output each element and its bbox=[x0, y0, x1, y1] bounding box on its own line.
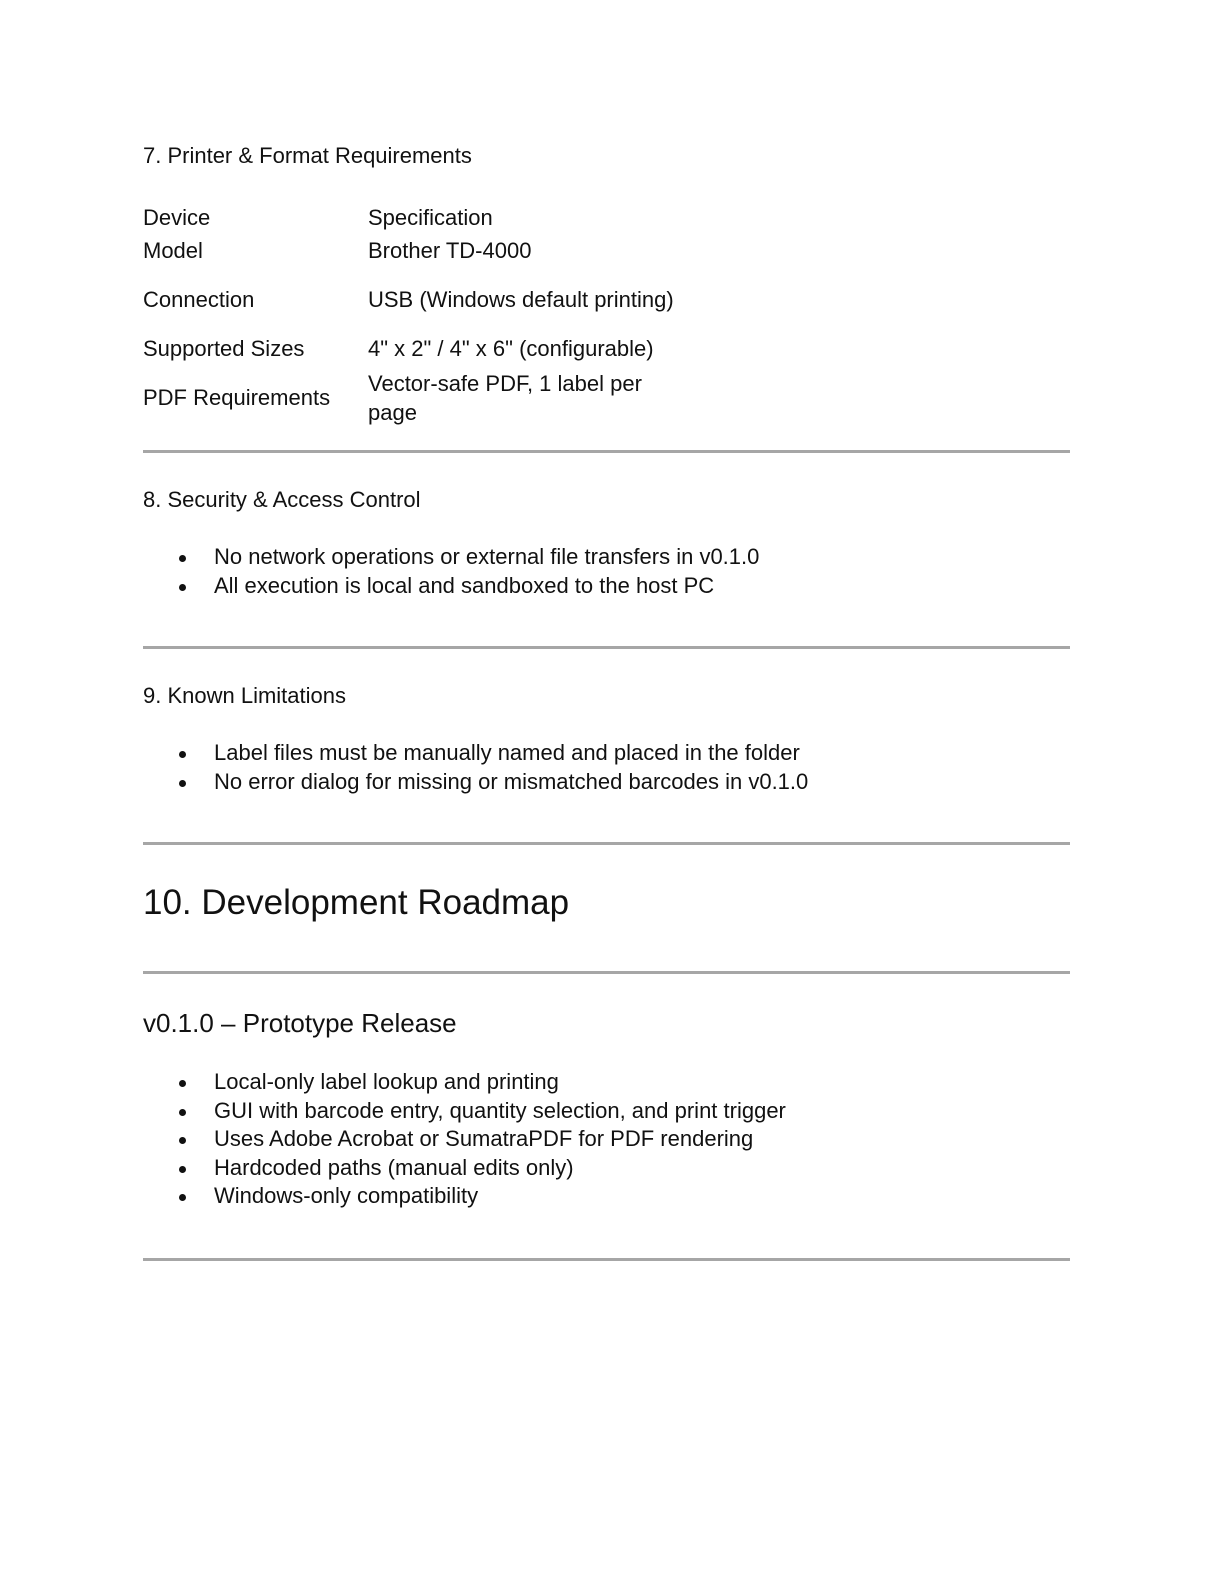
table-header-row bbox=[143, 201, 688, 234]
table-cell: PDF Requirements bbox=[143, 385, 331, 410]
printer-spec-table bbox=[143, 201, 688, 430]
list-item: No error dialog for missing or mismatched barcodes in v0.1.0 bbox=[143, 767, 808, 796]
horizontal-divider bbox=[143, 646, 1070, 649]
list-item: Local-only label lookup and printing bbox=[143, 1068, 786, 1097]
limitations-list bbox=[143, 738, 808, 796]
horizontal-divider bbox=[143, 842, 1070, 845]
horizontal-divider bbox=[143, 1258, 1070, 1261]
list-item: Label files must be manually named and placed in the folder bbox=[143, 738, 808, 767]
table-header-device: Device bbox=[143, 205, 211, 230]
table-row bbox=[143, 365, 688, 430]
list-item: No network operations or external file transfers in v0.1.0 bbox=[143, 542, 759, 571]
list-item: Windows-only compatibility bbox=[143, 1182, 786, 1211]
horizontal-divider bbox=[143, 971, 1070, 974]
section-10-heading: 10. Development Roadmap bbox=[143, 883, 570, 922]
list-item: GUI with barcode entry, quantity selection, and print trigger bbox=[143, 1097, 786, 1126]
table-cell: USB (Windows default printing) bbox=[368, 287, 674, 312]
list-item: All execution is local and sandboxed to the host PC bbox=[143, 571, 759, 600]
security-list bbox=[143, 542, 759, 600]
table-row bbox=[143, 267, 688, 332]
table-cell: Supported Sizes bbox=[143, 336, 305, 361]
table-cell: Brother TD-4000 bbox=[368, 238, 532, 263]
table-row bbox=[143, 234, 688, 267]
section-7-heading: 7. Printer & Format Requirements bbox=[143, 143, 472, 168]
table-cell: Model bbox=[143, 238, 203, 263]
list-item: Uses Adobe Acrobat or SumatraPDF for PDF rendering bbox=[143, 1125, 786, 1154]
table-row bbox=[143, 332, 688, 365]
horizontal-divider bbox=[143, 450, 1070, 453]
section-8-heading: 8. Security & Access Control bbox=[143, 487, 421, 512]
table-cell: 4" x 2" / 4" x 6" (configurable) bbox=[368, 336, 654, 361]
table-header-specification: Specification bbox=[368, 205, 493, 230]
release-heading: v0.1.0 – Prototype Release bbox=[143, 1008, 457, 1038]
table-cell: Connection bbox=[143, 287, 255, 312]
release-features-list bbox=[143, 1068, 786, 1211]
list-item: Hardcoded paths (manual edits only) bbox=[143, 1154, 786, 1183]
section-9-heading: 9. Known Limitations bbox=[143, 683, 346, 708]
table-cell: Vector-safe PDF, 1 label per page bbox=[368, 370, 642, 425]
